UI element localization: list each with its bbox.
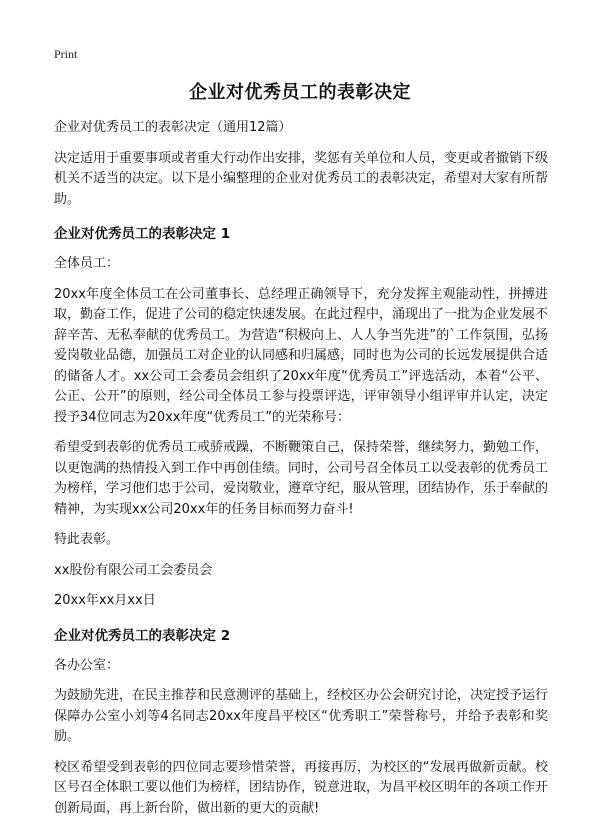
section-1-paragraph-2: 希望受到表彰的优秀员工戒骄戒躁，不断鞭策自己，保持荣誉，继续努力，勤勉工作，以更饱满的热情投入到工作中再创佳绩。同时，公司号召全体员工以受表彰的优秀员工为榜样，学习他们忠于公司，爱岗敬业，遵章守纪，服从管理，团结协作，乐于奉献的精神，为实现xx公司20xx年的任务目标而努力奋斗!	[54, 440, 549, 517]
section-2-paragraph-2: 校区希望受到表彰的四位同志要珍惜荣誉，再接再厉，为校区的“发展再做新贡献。校区号召全体职工要以他们为榜样，团结协作，锐意进取，为昌平校区明年的各项工作开创新局面，再上新台阶，做出新的更大的贡献!	[54, 759, 549, 816]
section-1-paragraph-1: 20xx年度全体员工在公司董事长、总经理正确领导下，充分发挥主观能动性，拼搏进取，勤奋工作，促进了公司的稳定快速发展。在此过程中，涌现出了一批为企业发展不辞辛苦、无私奉献的优秀员工。为营造“积极向上、人人争当先进”的`工作氛围，弘扬爱岗敬业品德，加强员工对企业的认同感和归属感，同时也为公司的长远发展提供合适的储备人才。xx公司工会委员会组织了20xx年度“优秀员工”评选活动，本着“公平、公正、公开”的原则，经公司全体员工参与投票评选，评审领导小组评审并认定，决定授予34位同志为20xx年度“优秀员工”的光荣称号：	[54, 286, 549, 425]
document-title: 企业对优秀员工的表彰决定	[189, 82, 411, 103]
section-2-salutation: 各办公室：	[54, 657, 120, 673]
section-1-salutation: 全体员工：	[54, 256, 120, 271]
intro-paragraph: 决定适用于重要事项或者重大行动作出安排，奖惩有关单位和人员，变更或者撤销下级机关不适当的决定。以下是小编整理的企业对优秀员工的表彰决定，希望对大家有所帮助。	[54, 150, 549, 207]
print-link[interactable]: Print	[54, 47, 78, 61]
section-1-signer: xx股份有限公司工会委员会	[54, 562, 213, 578]
document-body	[54, 118, 548, 829]
section-2-heading: 企业对优秀员工的表彰决定 2	[54, 627, 231, 644]
section-1-closing: 特此表彰。	[54, 532, 120, 547]
document-subtitle: 企业对优秀员工的表彰决定（通用12篇）	[54, 120, 292, 135]
section-1-heading: 企业对优秀员工的表彰决定 1	[54, 226, 231, 242]
section-1-date: 20xx年xx月xx日	[54, 593, 156, 608]
section-2-paragraph-1: 为鼓励先进，在民主推荐和民意测评的基础上，经校区办公会研究讨论，决定授予运行保障办公室小刘等4名同志20xx年度昌平校区“优秀职工”荣誉称号，并给予表彰和奖励。	[54, 688, 549, 744]
